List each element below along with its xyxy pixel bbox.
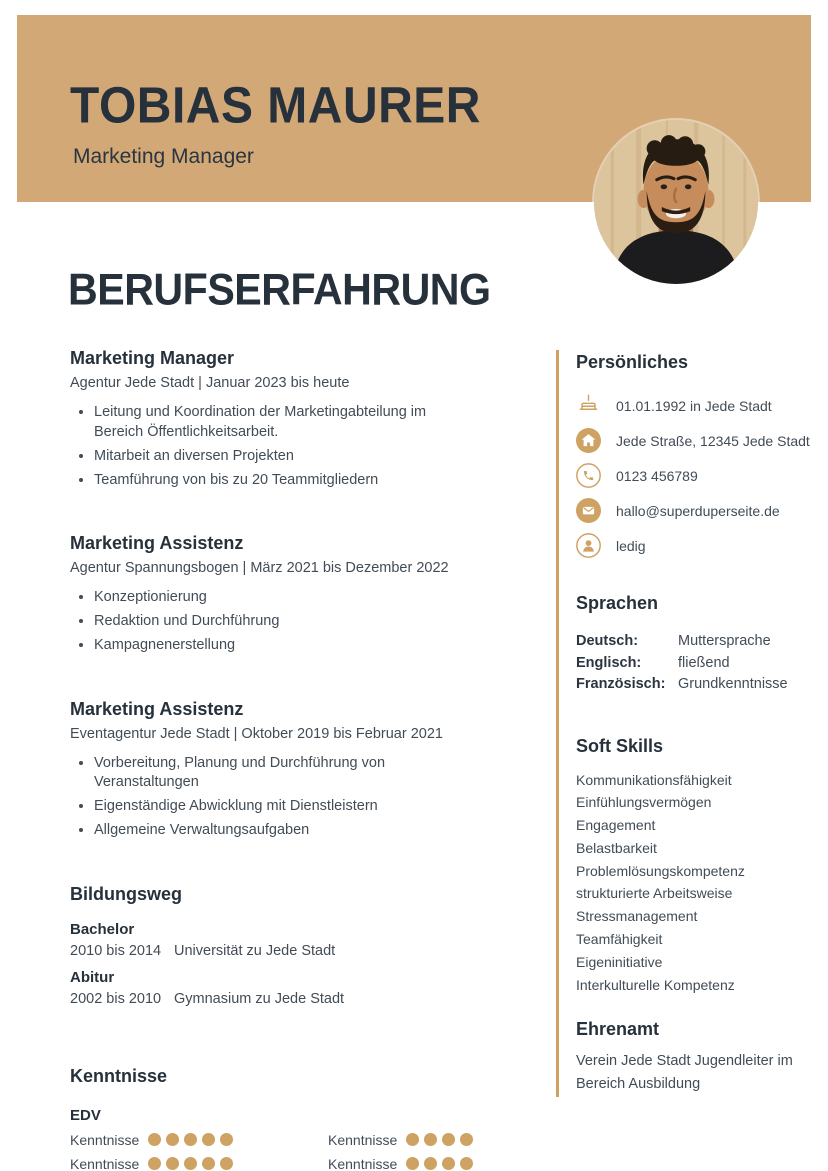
soft-skill-item: Stressmanagement xyxy=(576,908,698,925)
personal-item xyxy=(576,458,810,493)
personal-section xyxy=(576,352,810,563)
soft-skills-heading: Soft Skills xyxy=(576,735,664,756)
skill-level-dot xyxy=(460,1133,473,1146)
education-school: Gymnasium zu Jede Stadt xyxy=(174,990,345,1007)
personal-item xyxy=(576,388,810,423)
language-name: Deutsch: xyxy=(576,633,639,649)
job-bullet-list xyxy=(70,403,470,490)
skill-level-dot xyxy=(148,1157,161,1170)
experience-list xyxy=(70,348,542,841)
sidebar-column xyxy=(556,350,810,1097)
job-role: Marketing Assistenz xyxy=(70,698,244,719)
person-icon xyxy=(576,533,601,558)
skill-level-dot xyxy=(220,1133,233,1146)
profile-photo xyxy=(594,120,758,284)
experience-entry xyxy=(70,533,542,656)
page-title: BERUFSERFAHRUNG xyxy=(68,264,491,314)
skill-level-dot xyxy=(148,1133,161,1146)
soft-skill-item: Belastbarkeit xyxy=(576,839,657,856)
skill-row xyxy=(328,1133,542,1147)
skill-level-dot xyxy=(184,1157,197,1170)
job-bullet-list xyxy=(70,754,470,841)
soft-skill-item: Problemlösungskompetenz xyxy=(576,862,745,879)
job-role: Marketing Manager xyxy=(70,348,235,368)
education-heading: Bildungsweg xyxy=(70,883,182,904)
language-row xyxy=(576,631,810,653)
portrait-illustration xyxy=(594,120,758,284)
education-entry xyxy=(70,967,542,1010)
skills-heading: Kenntnisse xyxy=(70,1065,168,1086)
personal-item-text: Jede Straße, 12345 Jede Stadt xyxy=(616,432,810,449)
education-list xyxy=(70,919,542,1010)
phone-icon xyxy=(576,463,601,488)
language-name: Englisch: xyxy=(576,654,642,671)
soft-skill-item: Engagement xyxy=(576,817,656,834)
language-row xyxy=(576,674,810,696)
languages-heading: Sprachen xyxy=(576,593,659,613)
education-section xyxy=(70,884,542,1010)
skill-level xyxy=(148,1157,238,1170)
job-bullet: • Eigenständige Abwicklung mit Dienstleistern xyxy=(94,797,470,817)
job-bullet: • Allgemeine Verwaltungsaufgaben xyxy=(94,821,470,841)
skill-row xyxy=(328,1157,542,1171)
skill-row xyxy=(70,1133,328,1147)
job-meta: Agentur Spannungsbogen | März 2021 bis Dezember 2022 xyxy=(70,560,449,576)
skill-level-dot xyxy=(184,1133,197,1146)
skill-level-dot xyxy=(442,1133,455,1146)
language-level: fließend xyxy=(678,654,730,671)
job-bullet: • Leitung und Koordination der Marketingabteilung im Bereich Öffentlichkeitsarbeit. xyxy=(94,403,470,442)
job-bullet: • Konzeptionierung xyxy=(94,588,470,608)
skill-level-dot xyxy=(220,1157,233,1170)
skill-level-dot xyxy=(166,1133,179,1146)
cake-icon xyxy=(576,393,601,418)
skills-subheading: EDV xyxy=(70,1106,101,1124)
personal-item-text: hallo@superduperseite.de xyxy=(616,502,780,519)
volunteer-section xyxy=(576,1019,810,1096)
skill-level xyxy=(406,1133,478,1146)
job-bullet: • Mitarbeit an diversen Projekten xyxy=(94,447,470,467)
job-meta: Agentur Jede Stadt | Januar 2023 bis heute xyxy=(70,375,350,391)
soft-skill-item: Einfühlungsvermögen xyxy=(576,794,712,811)
soft-skill-item: Kommunikationsfähigkeit xyxy=(576,771,732,788)
main-column xyxy=(70,348,542,1171)
soft-skill-item: Eigeninitiative xyxy=(576,953,663,970)
personal-item xyxy=(576,423,810,458)
skill-level-dot xyxy=(424,1133,437,1146)
personal-list xyxy=(576,388,810,563)
job-meta: Eventagentur Jede Stadt | Oktober 2019 bis Februar 2021 xyxy=(70,725,443,742)
skill-level-dot xyxy=(406,1133,419,1146)
education-row xyxy=(70,941,542,962)
skill-label: Kenntnisse xyxy=(328,1155,398,1171)
skill-level-dot xyxy=(202,1157,215,1170)
soft-skills-section xyxy=(576,736,810,997)
home-icon xyxy=(576,428,601,453)
volunteer-heading: Ehrenamt xyxy=(576,1019,660,1040)
language-name: Französisch: xyxy=(576,676,666,692)
soft-skills-list xyxy=(576,769,810,997)
skill-level-dot xyxy=(202,1133,215,1146)
job-bullet: • Kampagnenerstellung xyxy=(94,636,470,656)
personal-item xyxy=(576,528,810,563)
soft-skill-item: Teamfähigkeit xyxy=(576,931,663,948)
skill-row xyxy=(70,1157,328,1171)
languages-section xyxy=(576,593,810,696)
experience-entry xyxy=(70,348,542,490)
personal-item-text: ledig xyxy=(616,537,646,554)
skill-label: Kenntnisse xyxy=(70,1131,140,1148)
skills-section xyxy=(70,1066,542,1171)
soft-skill-item: Interkulturelle Kompetenz xyxy=(576,976,735,993)
languages-list xyxy=(576,631,810,696)
skill-level-dot xyxy=(460,1157,473,1170)
mail-icon xyxy=(576,498,601,523)
skill-level-dot xyxy=(166,1157,179,1170)
education-row xyxy=(70,989,542,1010)
person-name: TOBIAS MAURER xyxy=(70,78,481,135)
education-degree: Bachelor xyxy=(70,920,135,938)
skill-level xyxy=(148,1133,238,1146)
skills-grid xyxy=(70,1133,542,1171)
experience-entry xyxy=(70,699,542,841)
language-level: Muttersprache xyxy=(678,633,771,649)
skill-level-dot xyxy=(424,1157,437,1170)
skill-label: Kenntnisse xyxy=(70,1155,140,1171)
soft-skill-item: strukturierte Arbeitsweise xyxy=(576,885,733,902)
personal-item xyxy=(576,493,810,528)
job-bullet-list xyxy=(70,588,470,656)
skill-level xyxy=(406,1157,478,1170)
job-bullet: • Redaktion und Durchführung xyxy=(94,612,470,632)
education-degree: Abitur xyxy=(70,968,115,986)
language-row xyxy=(576,653,810,675)
person-job-title: Marketing Manager xyxy=(73,145,254,168)
job-bullet: • Vorbereitung, Planung und Durchführung von Veranstaltungen xyxy=(94,754,470,793)
education-entry xyxy=(70,919,542,962)
skill-label: Kenntnisse xyxy=(328,1131,398,1148)
personal-item-text: 0123 456789 xyxy=(616,467,698,484)
skill-level-dot xyxy=(406,1157,419,1170)
personal-heading: Persönliches xyxy=(576,352,689,372)
skill-level-dot xyxy=(442,1157,455,1170)
volunteer-text: Verein Jede Stadt Jugendleiter im Bereich Ausbildung xyxy=(576,1053,793,1093)
language-level: Grundkenntnisse xyxy=(678,676,788,692)
education-period: 2002 bis 2010 xyxy=(70,990,162,1007)
job-role: Marketing Assistenz xyxy=(70,533,244,553)
education-school: Universität zu Jede Stadt xyxy=(174,942,336,959)
job-bullet: • Teamführung von bis zu 20 Teammitgliedern xyxy=(94,471,470,491)
education-period: 2010 bis 2014 xyxy=(70,942,162,959)
personal-item-text: 01.01.1992 in Jede Stadt xyxy=(616,397,772,414)
